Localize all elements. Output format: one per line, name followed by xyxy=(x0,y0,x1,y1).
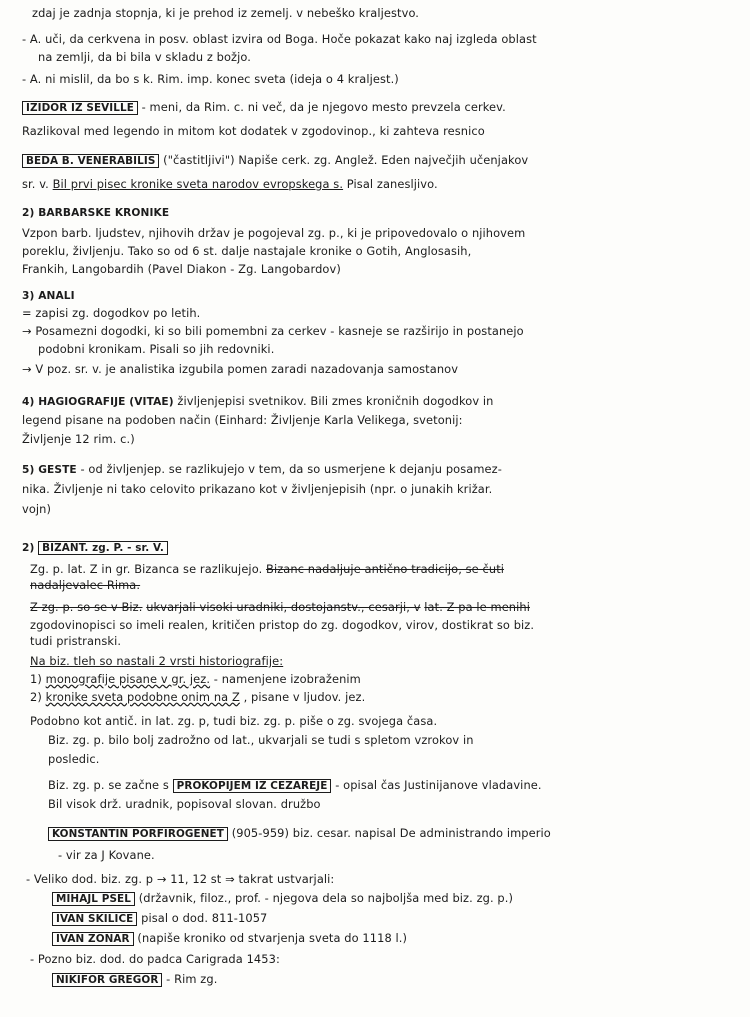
ivan-skilice-name-box: IVAN SKILICE xyxy=(52,912,137,926)
text-line xyxy=(30,600,530,614)
text-fragment: pisal o dod. 811-1057 xyxy=(141,911,268,925)
ivan-skilice-line xyxy=(52,911,267,926)
text-line: - Veliko dod. biz. zg. p → 11, 12 st ⇒ takrat ustvarjali: xyxy=(26,872,335,886)
text-line: posledic. xyxy=(48,752,100,766)
section-heading: 2) BARBARSKE KRONIKE xyxy=(22,207,170,219)
text-line: tudi pristranski. xyxy=(30,634,122,648)
bizant-heading xyxy=(22,540,168,555)
text-line: zgodovinopisci so imeli realen, kritičen pristop do zg. dogodkov, virov, dostikrat so biz. xyxy=(30,618,535,632)
beda-line xyxy=(22,153,528,168)
text-line: - A. uči, da cerkvena in posv. oblast izvira od Boga. Hoče pokazat kako naj izgleda oblast xyxy=(22,32,537,46)
text-line: na zemlji, da bi bila v skladu z božjo. xyxy=(38,50,251,64)
text-line: Bil visok drž. uradnik, popisoval slovan. družbo xyxy=(48,797,321,811)
mihajl-name-box: MIHAJL PSEL xyxy=(52,892,135,906)
underlined-text: monografije pisane v gr. jez. xyxy=(45,672,211,686)
text-fragment: - od življenjep. se razlikujejo v tem, da so usmerjene k dejanju posamez- xyxy=(80,462,502,476)
text-line: Frankih, Langobardih (Pavel Diakon - Zg. Langobardov) xyxy=(22,262,341,276)
underlined-text: kronike sveta podobne onim na Z xyxy=(45,690,240,704)
text-fragment: življenjepisi svetnikov. Bili zmes kroničnih dogodkov in xyxy=(177,394,494,408)
struck-text: ukvarjali visoki uradniki, dostojanstv., cesarji, v xyxy=(146,600,421,614)
text-fragment: - Rim zg. xyxy=(166,972,218,986)
mihajl-line xyxy=(52,891,513,906)
text-line: podobni kronikam. Pisali so jih redovniki. xyxy=(38,342,275,356)
text-fragment: , pisane v ljudov. jez. xyxy=(243,690,366,704)
konstantin-line xyxy=(48,826,551,841)
text-fragment: Zg. p. lat. Z in gr. Bizanca se razlikujejo. xyxy=(30,562,263,576)
isidor-line xyxy=(22,100,506,115)
text-fragment: 1) xyxy=(30,672,42,686)
prokopij-name-box: PROKOPIJEM IZ CEZAREJE xyxy=(173,779,332,793)
text-fragment: 2) xyxy=(30,690,42,704)
ivan-zonar-line xyxy=(52,931,407,946)
struck-text: Z zg. p. so se v Biz. xyxy=(30,600,143,614)
struck-text: lat. Z pa le menihi xyxy=(424,600,530,614)
text-fragment: sr. v. xyxy=(22,177,49,191)
text-line: Podobno kot antič. in lat. zg. p, tudi biz. zg. p. piše o zg. svojega časa. xyxy=(30,714,438,728)
struck-text: Bizanc nadaljuje antično tradicijo, se čuti xyxy=(266,562,505,576)
text-line: nika. Življenje ni tako celovito prikazano kot v življenjepisih (npr. o junakih križar. xyxy=(22,482,493,496)
text-fragment: - meni, da Rim. c. ni več, da je njegovo mesto prevzela cerkev. xyxy=(141,100,506,114)
isidor-name-box: IZIDOR IZ SEVILLE xyxy=(22,101,138,115)
text-line: = zapisi zg. dogodkov po letih. xyxy=(22,306,201,320)
text-fragment: - opisal čas Justinijanove vladavine. xyxy=(335,778,542,792)
text-line: - A. ni mislil, da bo s k. Rim. imp. konec sveta (ideja o 4 kraljest.) xyxy=(22,72,399,86)
text-line xyxy=(30,562,504,576)
section-heading: 3) ANALI xyxy=(22,290,75,302)
text-line xyxy=(30,690,365,704)
beda-name-box: BEDA B. VENERABILIS xyxy=(22,154,159,168)
text-fragment: Pisal zanesljivo. xyxy=(346,177,438,191)
text-fragment: (državnik, filoz., prof. - njegova dela so najboljša med biz. zg. p.) xyxy=(138,891,514,905)
section-heading: 4) HAGIOGRAFIJE (VITAE) xyxy=(22,396,174,408)
section-number: 2) xyxy=(22,542,35,554)
text-line: poreklu, življenju. Tako so od 6 st. dalje nastajale kronike o Gotih, Anglosasih, xyxy=(22,244,472,258)
section-heading: 5) GESTE xyxy=(22,464,77,476)
prokopij-line xyxy=(48,778,542,793)
text-line: → V poz. sr. v. je analistika izgubila pomen zaradi nazadovanja samostanov xyxy=(22,362,459,376)
text-line: - Pozno biz. dod. do padca Carigrada 1453: xyxy=(30,952,280,966)
underlined-text: Na biz. tleh so nastali 2 vrsti historiografije: xyxy=(30,654,284,668)
text-fragment: Biz. zg. p. se začne s xyxy=(48,778,169,792)
text-line xyxy=(30,672,361,686)
text-line: Vzpon barb. ljudstev, njihovih držav je pogojeval zg. p., ki je pripovedovalo o njihovem xyxy=(22,226,526,240)
text-line: zdaj je zadnja stopnja, ki je prehod iz zemelj. v nebeško kraljestvo. xyxy=(32,6,420,20)
text-fragment: ("častitljivi") Napiše cerk. zg. Anglež. Eden največjih učenjakov xyxy=(163,153,529,167)
text-line: Življenje 12 rim. c.) xyxy=(22,432,135,446)
text-line: → Posamezni dogodki, ki so bili pomembni za cerkev - kasneje se razširijo in postanejo xyxy=(22,324,524,338)
konstantin-name-box: KONSTANTIN PORFIROGENET xyxy=(48,827,228,841)
bizant-title-box: BIZANT. zg. P. - sr. V. xyxy=(38,541,168,555)
nikifor-line xyxy=(52,972,217,987)
text-fragment: (905-959) biz. cesar. napisal De administrando imperio xyxy=(231,826,551,840)
hagio-line xyxy=(22,394,494,409)
text-fragment: - namenjene izobraženim xyxy=(213,672,361,686)
nikifor-name-box: NIKIFOR GREGOR xyxy=(52,973,162,987)
struck-text: nadaljevalec Rima. xyxy=(30,578,141,592)
text-line: vojn) xyxy=(22,502,52,516)
text-line: Biz. zg. p. bilo bolj zadrožno od lat., ukvarjali se tudi s spletom vzrokov in xyxy=(48,733,474,747)
underlined-text: Bil prvi pisec kronike sveta narodov evropskega s. xyxy=(52,177,344,191)
text-line xyxy=(22,177,438,191)
ivan-zonar-name-box: IVAN ZONAR xyxy=(52,932,134,946)
text-line: - vir za J Kovane. xyxy=(58,848,155,862)
text-fragment: (napiše kroniko od stvarjenja sveta do 1118 l.) xyxy=(137,931,408,945)
geste-line xyxy=(22,462,502,477)
text-line: legend pisane na podoben način (Einhard: Življenje Karla Velikega, svetonij: xyxy=(22,413,463,427)
text-line: Razlikoval med legendo in mitom kot dodatek v zgodovinop., ki zahteva resnico xyxy=(22,124,485,138)
